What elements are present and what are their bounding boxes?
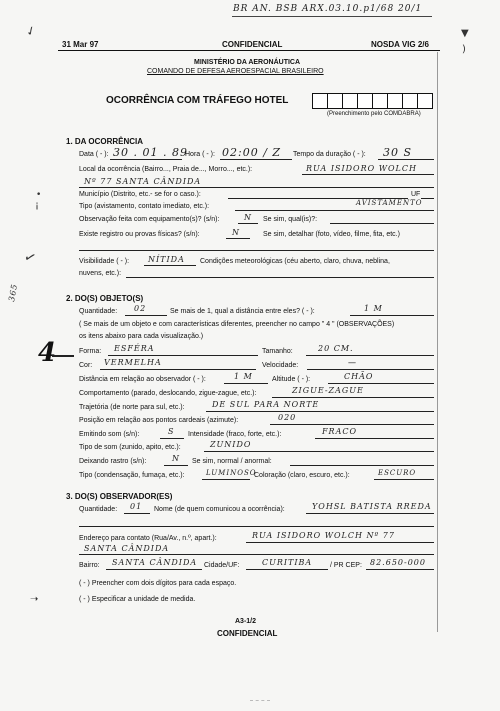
local-value-2[interactable]: Nº 77 SANTA CÂNDIDA <box>84 177 202 186</box>
quantidade-obs-value[interactable]: 01 <box>130 502 143 511</box>
tipo-underline <box>235 210 434 211</box>
comportamento-underline <box>272 397 434 398</box>
altitude-label: Altitude ( - ): <box>272 376 311 383</box>
tipo-som-value[interactable]: ZUNIDO <box>210 440 252 449</box>
header-classification: CONFIDENCIAL <box>222 40 283 49</box>
quantidade-obj-underline <box>125 315 167 316</box>
registro-value[interactable]: N <box>232 228 240 237</box>
nome-value[interactable]: YOHSL BATISTA RREDA <box>312 502 432 511</box>
posicao-label: Posição em relação aos pontos cardeais (azimute): <box>79 417 239 424</box>
data-label: Data ( - ): <box>79 151 109 158</box>
cep-label: / PR CEP: <box>330 562 362 569</box>
cor-label: Cor: <box>79 362 93 369</box>
forma-underline <box>108 355 258 356</box>
margin-scribble: ✓ <box>23 22 39 40</box>
header-rule <box>58 50 440 51</box>
cep-underline <box>366 569 434 570</box>
condicoes-label: Condições meteorológicas (céu aberto, claro, chuva, neblina, <box>200 258 390 265</box>
registro-detail-line <box>79 250 434 251</box>
visibilidade-value[interactable]: NÍTIDA <box>148 255 185 264</box>
endereco-underline <box>246 542 434 543</box>
distancia-entre-underline <box>350 315 434 316</box>
local-underline <box>302 174 434 175</box>
code-box-3[interactable] <box>342 93 358 109</box>
duracao-label: Tempo da duração ( - ): <box>293 151 366 158</box>
tipo-som-label: Tipo de som (zunido, apito, etc.): <box>79 444 181 451</box>
trajetoria-value[interactable]: DE SUL PARA NORTE <box>212 400 320 409</box>
rastro-underline <box>164 465 188 466</box>
local-value[interactable]: RUA ISIDORO WOLCH <box>306 164 417 173</box>
cor-underline <box>100 369 256 370</box>
intensidade-underline <box>315 438 434 439</box>
nome-label: Nome (de quem comunicou a ocorrência): <box>154 506 285 513</box>
comportamento-value[interactable]: ZIGUE-ZAGUE <box>292 386 364 395</box>
visibilidade-label: Visibilidade ( - ): <box>79 258 130 265</box>
comportamento-label: Comportamento (parado, deslocando, zigue-zague, etc.): <box>79 390 257 397</box>
footer-page-code: A3-1/2 <box>235 618 257 625</box>
code-box-6[interactable] <box>387 93 403 109</box>
footnote-2: ( - ) Especificar a unidade de medida. <box>79 596 196 603</box>
duracao-underline <box>378 159 434 160</box>
footnote-1: ( - ) Preencher com dois dígitos para cada espaço. <box>79 580 237 587</box>
emitindo-underline <box>160 438 184 439</box>
margin-bullet-2: ¡ <box>35 200 40 211</box>
command-name: COMANDO DE DEFESA AEROESPACIAL BRASILEIRO <box>147 68 324 75</box>
uf-label: UF <box>411 191 421 198</box>
report-title: OCORRÊNCIA COM TRÁFEGO HOTEL <box>106 95 289 106</box>
data-value[interactable]: 30 . 01 . 89 <box>113 146 188 159</box>
margin-bullet: • <box>36 190 42 200</box>
qual-underline <box>330 223 434 224</box>
code-box-8[interactable] <box>417 93 433 109</box>
quantidade-obj-label: Quantidade: <box>79 308 118 315</box>
qual-label: Se sim, qual(is)?: <box>263 216 318 223</box>
tamanho-label: Tamanho: <box>262 348 293 355</box>
intensidade-value[interactable]: FRACO <box>322 427 358 436</box>
distancia-entre-label: Se mais de 1, qual a distância entre eles? ( - ): <box>170 308 315 315</box>
tipo-label: Tipo (avistamento, contato imediato, etc.): <box>79 203 210 210</box>
footer-classification: CONFIDENCIAL <box>217 629 278 638</box>
normal-label: Se sim, normal / anormal: <box>192 458 272 465</box>
rastro-label: Deixando rastro (s/n): <box>79 458 147 465</box>
annotation-underline <box>232 16 432 17</box>
header-date: 31 Mar 97 <box>62 40 99 49</box>
margin-note: 365 <box>7 282 20 303</box>
section2-heading: 2. DO(S) OBJETO(S) <box>66 294 144 303</box>
bairro-underline <box>106 569 202 570</box>
velocidade-label: Velocidade: <box>262 362 299 369</box>
tipo-rastro-label: Tipo (condensação, fumaça, etc.): <box>79 472 185 479</box>
code-box-4[interactable] <box>357 93 373 109</box>
quantidade-obj-value[interactable]: 02 <box>134 304 147 313</box>
condicoes-label-2: nuvens, etc.): <box>79 270 122 277</box>
coloracao-value[interactable]: ESCURO <box>378 469 417 477</box>
altitude-value[interactable]: CHÃO <box>344 372 374 381</box>
hora-value[interactable]: 02:00 / Z <box>222 146 282 159</box>
intensidade-label: Intensidade (fraco, forte, etc.): <box>188 431 282 438</box>
code-box-2[interactable] <box>327 93 343 109</box>
cidade-label: Cidade/UF: <box>204 562 240 569</box>
distancia-obs-underline <box>224 383 268 384</box>
cor-value[interactable]: VERMELHA <box>104 358 162 367</box>
posicao-underline <box>270 424 434 425</box>
duracao-value[interactable]: 30 S <box>383 146 413 159</box>
quantidade-obs-underline <box>124 513 150 514</box>
code-box-5[interactable] <box>372 93 388 109</box>
hora-underline <box>220 159 292 160</box>
tamanho-underline <box>306 355 434 356</box>
data-underline <box>110 159 182 160</box>
distancia-entre-value[interactable]: 1 M <box>364 304 383 313</box>
bairro-label: Bairro: <box>79 562 100 569</box>
posicao-value[interactable]: 020 <box>278 413 297 422</box>
trajetoria-underline <box>206 411 434 412</box>
header-reference: NOSDA VIG 2/6 <box>371 40 429 49</box>
velocidade-underline <box>307 369 434 370</box>
forma-label: Forma: <box>79 348 102 355</box>
section3-heading: 3. DO(S) OBSERVADOR(ES) <box>66 492 173 501</box>
coloracao-label: Coloração (claro, escuro, etc.): <box>254 472 350 479</box>
uf-underline <box>421 198 434 199</box>
objects-note-2: os itens abaixo para cada visualização.) <box>79 333 204 340</box>
distancia-obs-value[interactable]: 1 M <box>234 372 253 381</box>
quantidade-obs-label: Quantidade: <box>79 506 118 513</box>
fill-note: (Preenchimento pelo COMDABRA) <box>327 111 421 117</box>
nome-underline <box>306 513 434 514</box>
visibilidade-underline <box>144 265 196 266</box>
altitude-underline <box>328 383 434 384</box>
endereco-label: Endereço para contato (Rua/Av., n.º, apart.): <box>79 535 217 542</box>
tamanho-value[interactable]: 20 CM. <box>318 344 354 353</box>
cidade-underline <box>246 569 328 570</box>
local-label: Local da ocorrência (Bairro..., Praia de..., Morro..., etc.): <box>79 166 253 173</box>
nome-underline-2 <box>79 526 434 527</box>
observacao-value[interactable]: N <box>244 213 252 222</box>
objects-note: ( Se mais de um objeto e com características diferentes, preencher no campo " 4 " (OBSERVAÇÕES) <box>79 321 395 328</box>
normal-underline <box>290 465 434 466</box>
forma-value[interactable]: ESFÉRA <box>114 344 155 353</box>
scan-artifact <box>250 700 270 701</box>
municipio-label: Município (Distrito, etc.- se for o caso.): <box>79 191 201 198</box>
velocidade-value[interactable]: — <box>348 358 357 367</box>
margin-tick: ) <box>462 44 466 55</box>
margin-arrow: ➝ <box>30 594 39 605</box>
distancia-obs-label: Distância em relação ao observador ( - ): <box>79 376 206 383</box>
coloracao-underline <box>374 479 434 480</box>
section1-heading: 1. DA OCORRÊNCIA <box>66 137 144 146</box>
rastro-value[interactable]: N <box>172 454 180 463</box>
hora-label: Hora ( - ): <box>185 151 215 158</box>
registro-underline <box>226 238 250 239</box>
tipo-value[interactable]: AVISTAMENTO <box>356 199 423 207</box>
margin-number: 4 <box>38 338 57 368</box>
detalhar-label: Se sim, detalhar (foto, vídeo, filme, fita, etc.) <box>263 231 400 238</box>
trajetoria-label: Trajetória (de norte para sul, etc.): <box>79 404 185 411</box>
tipo-rastro-value[interactable]: LUMINOSO <box>206 469 257 477</box>
tipo-som-underline <box>204 451 434 452</box>
observacao-underline <box>238 223 258 224</box>
margin-check: ✓ <box>21 248 39 268</box>
margin-number-dash <box>52 355 74 357</box>
endereco-underline-2 <box>79 554 434 555</box>
archive-annotation: BR AN. BSB ARX.03.10.p1/68 20/1 <box>233 4 423 14</box>
tipo-rastro-underline <box>202 479 250 480</box>
emitindo-label: Emitindo som (s/n): <box>79 431 140 438</box>
right-margin-line <box>437 52 438 632</box>
margin-dot: ▼ <box>461 28 469 39</box>
condicoes-underline <box>126 277 434 278</box>
bairro-value[interactable]: SANTA CÂNDIDA <box>112 558 198 567</box>
endereco-value[interactable]: RUA ISIDORO WOLCH Nº 77 <box>252 531 395 540</box>
cep-value[interactable]: 82.650-000 <box>370 558 426 567</box>
local-underline-2 <box>79 187 434 188</box>
endereco-value-2[interactable]: SANTA CÂNDIDA <box>84 544 170 553</box>
ministry-name: MINISTÉRIO DA AERONÁUTICA <box>194 59 301 66</box>
observacao-label: Observação feita com equipamento(s)? (s/n): <box>79 216 220 223</box>
code-box-1[interactable] <box>312 93 328 109</box>
emitindo-value[interactable]: S <box>168 427 175 436</box>
code-box-7[interactable] <box>402 93 418 109</box>
cidade-value[interactable]: CURITIBA <box>262 558 313 567</box>
registro-label: Existe registro ou provas físicas? (s/n): <box>79 231 200 238</box>
